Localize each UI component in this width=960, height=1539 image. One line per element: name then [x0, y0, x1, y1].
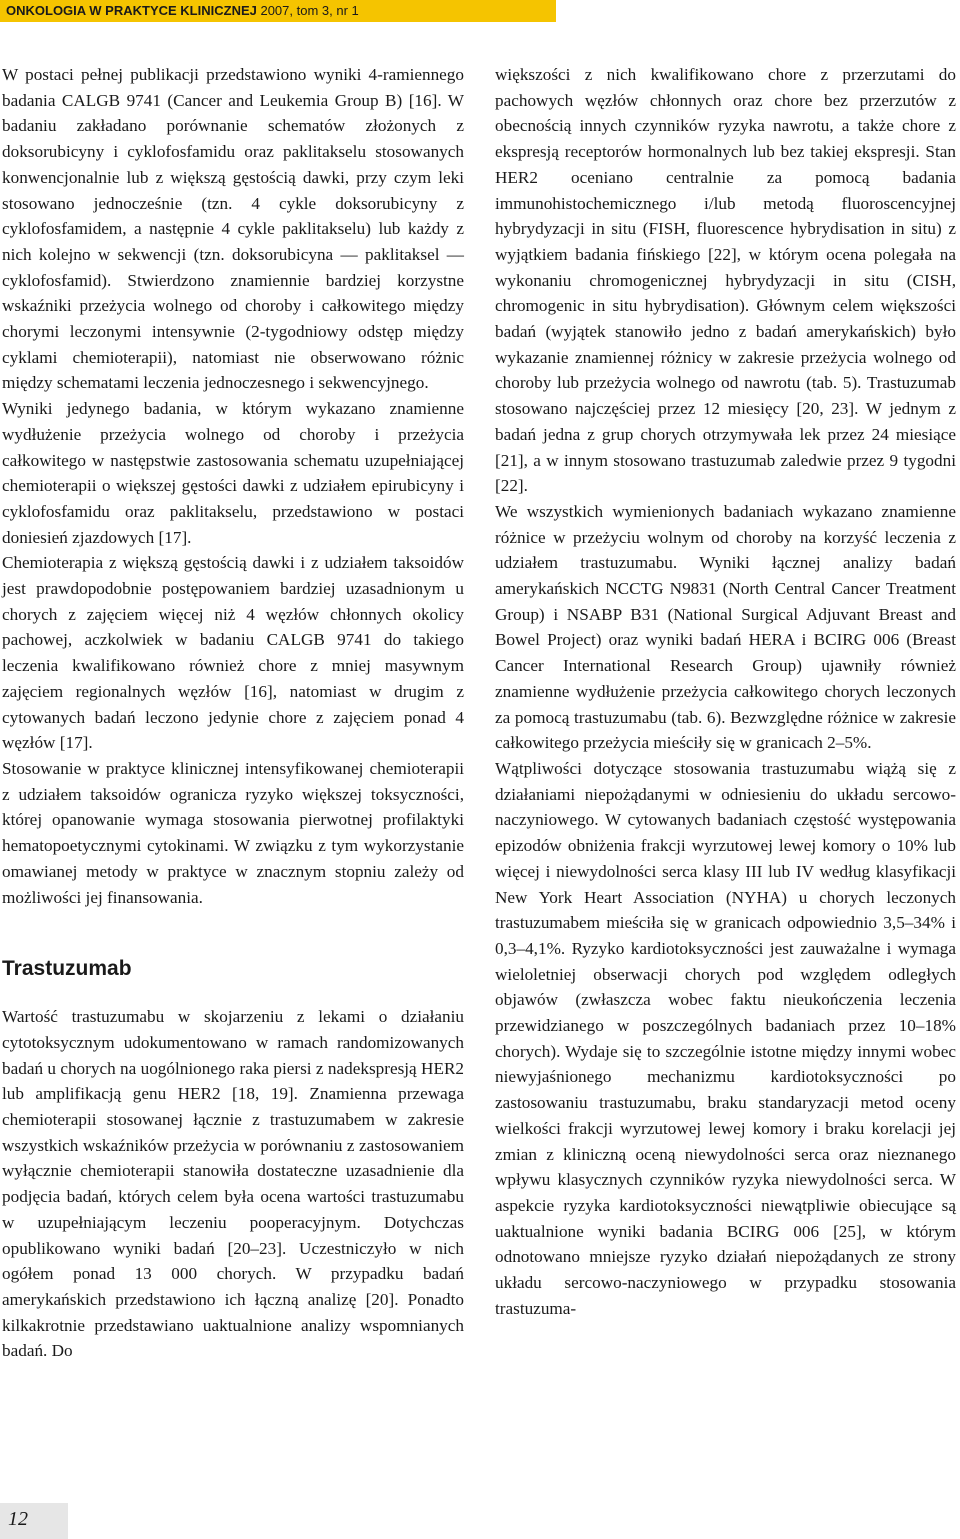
journal-header — [6, 3, 359, 19]
section-heading: Trastuzumab — [2, 957, 132, 981]
paragraph: Wyniki jedynego badania, w którym wykazano znamienne wydłużenie przeżycia wolnego od choroby i przeżycia całkowitego w następstwie zastosowania schematu uzupełniającej chemioterapii o większej gęstości dawki z udziałem epirubicyny i cyklofosfamidu oraz paklitakselu, przedstawiono w postaci doniesień zjazdowych [17]. — [2, 399, 464, 547]
paragraph: W postaci pełnej publikacji przedstawiono wyniki 4-ramiennego badania CALGB 9741 (Cancer and Leukemia Group B) [16]. W badaniu zakładano porównanie schematów złożonych z doksorubicyny i cyklofosfamidu oraz paklitakselu stosowanych konwencjonalnie lub z większą gęstością dawki, przy czym leki stosowano jednocześnie (tzn. 4 cykle doksorubicyny z cyklofosfamidem, a następnie 4 cykle paklitakselu) lub każdy z nich kolejno w sekwencji (tzn. doksorubicyna — paklitaksel — cyklofosfamid). Stwierdzono znamiennie bardziej korzystne wskaźniki przeżycia wolnego od choroby i całkowitego między chorymi leczonymi intensywnie (2-tygodniowy odstęp między cyklami chemioterapii), natomiast nie obserwowano różnic między schematami leczenia jednoczesnego i sekwencyjnego. — [2, 65, 464, 393]
left-column — [2, 62, 464, 1364]
journal-title: ONKOLOGIA W PRAKTYCE KLINICZNEJ — [6, 3, 257, 18]
paragraph: Chemioterapia z większą gęstością dawki i z udziałem taksoidów jest prawdopodobnie postępowaniem bardziej uzasadnionym u chorych z zajęciem więcej niż 4 węzłów chłonnych okolicy pachowej, aczkolwiek w badaniu CALGB 9741 do takiego leczenia kwalifikowano również chore z mniej masywnym zajęciem regionalnych węzłów [16], natomiast w drugim z cytowanych badań leczono jedynie chore z zajęciem ponad 4 węzłów [17]. — [2, 553, 464, 753]
paragraph: Wartość trastuzumabu w skojarzeniu z lekami o działaniu cytotoksycznym udokumentowano w ramach randomizowanych badań u chorych na uogólnionego raka piersi z nadekspresją HER2 lub amplifikacją genu HER2 [18, 19]. Znamienna przewaga chemioterapii stosowanej łącznie z trastuzumabem w zakresie wszystkich wskaźników przeżycia w porównaniu z zastosowaniem wyłącznie chemioterapii stanowiła dostateczne uzasadnienie dla podjęcia badań, których celem była ocena wartości trastuzumabu w uzupełniającym leczeniu pooperacyjnym. Dotychczas opublikowano wyniki badań [20–23]. Uczestniczyło w nich ogółem ponad 13 000 chorych. W przypadku badań amerykańskich przedstawiono ich łączną analizę [20]. Ponadto kilkakrotnie przedstawiano uaktualnione analizy wspomnianych badań. Do — [2, 1007, 464, 1361]
paragraph: Wątpliwości dotyczące stosowania trastuzumabu wiążą się z działaniami niepożądanymi w odniesieniu do układu sercowo-naczyniowego. W cytowanych badaniach częstość występowania epizodów obniżenia frakcji wyrzutowej lewej komory o 10% lub więcej i niewydolności serca klasy III lub IV według klasyfikacji New York Heart Association (NYHA) u chorych leczonych trastuzumabem mieściła się w granicach odpowiednio 3,5–34% i 0,3–4,1%. Ryzyko kardiotoksyczności jest zauważalne i wymaga wieloletniej obserwacji chorych pod względem odległych objawów (zwłaszcza wobec faktu nieukończenia leczenia przewidzianego w poszczególnych badaniach przez 10–18% chorych). Wydaje się to szczególnie istotne między innymi wobec niewyjaśnionego mechanizmu kardiotoksyczności po zastosowaniu trastuzumabu, braku standaryzacji metod oceny wielkości frakcji wyrzutowej lewej komory i braku korelacji jej zmian z kliniczną oceną niewydolności serca oraz nieznanego wpływu klasycznych czynników ryzyka niewydolności serca. W aspekcie ryzyka kardiotoksyczności niewątpliwie obiecujące są uaktualnione wyniki badania BCIRG 006 [25], w którym odnotowano mniejsze ryzyko działań niepożądanych ze strony układu sercowo-naczyniowego w przypadku stosowania trastuzuma- — [495, 758, 956, 1318]
paragraph: Stosowanie w praktyce klinicznej intensyfikowanej chemioterapii z udziałem taksoidów ogranicza ryzyko większej toksyczności, której opanowanie wymaga stosowania pierwotnej profilaktyki hematopoetycznymi cytokinami. W związku z tym wykorzystanie omawianej metody w praktyce w znacznym stopniu zależy od możliwości jej finansowania. — [2, 758, 464, 907]
journal-issue: 2007, tom 3, nr 1 — [256, 3, 359, 18]
paragraph: większości z nich kwalifikowano chore z przerzutami do pachowych węzłów chłonnych oraz chore bez przerzutów z obecnością innych czynników ryzyka nawrotu, a także chore z ekspresją receptorów hormonalnych lub bez takiej ekspresji. Stan HER2 oceniano centralnie za pomocą badania immunohistochemicznego i/lub metodą fluoroscencyjnej hybrydyzacji in situ (FISH, fluorescence hybrydisation in situ) z wyjątkiem badania fińskiego [22], w którym ocena polegała na wykonaniu chromogenicznej hybrydyzacji in situ (CISH, chromogenic in situ hybrydisation). Głównym celem większości badań (wyjątek stanowiło jedno z badań amerykańskich) było wykazanie znamiennej różnicy w zakresie przeżycia wolnego od choroby lub przeżycia wolnego od nawrotu (tab. 5). Trastuzumab stosowano najczęściej przez 12 miesięcy [20, 23]. W jednym z badań jedna z grup chorych otrzymywała lek przez 24 miesiące [21], a w innym stosowano trastuzumab zaledwie przez 9 tygodni [22]. — [495, 65, 956, 496]
running-header — [0, 0, 960, 22]
page-number: 12 — [8, 1508, 28, 1530]
right-column — [495, 62, 956, 1321]
paragraph: We wszystkich wymienionych badaniach wykazano znamienne różnice w przeżyciu wolnym od choroby na korzyść leczenia z udziałem trastuzumabu. Wyniki łącznej analizy badań amerykańskich NCCTG N9831 (North Central Cancer Treatment Group) i NSABP B31 (National Surgical Adjuvant Breast and Bowel Project) oraz wyniki badań HERA i BCIRG 006 (Breast Cancer International Research Group) ujawniły również znamienne wydłużenie przeżycia całkowitego chorych leczonych za pomocą trastuzumabu (tab. 6). Bezwzględne różnice w zakresie całkowitego przeżycia mieściły się w granicach 2–5%. — [495, 501, 956, 753]
